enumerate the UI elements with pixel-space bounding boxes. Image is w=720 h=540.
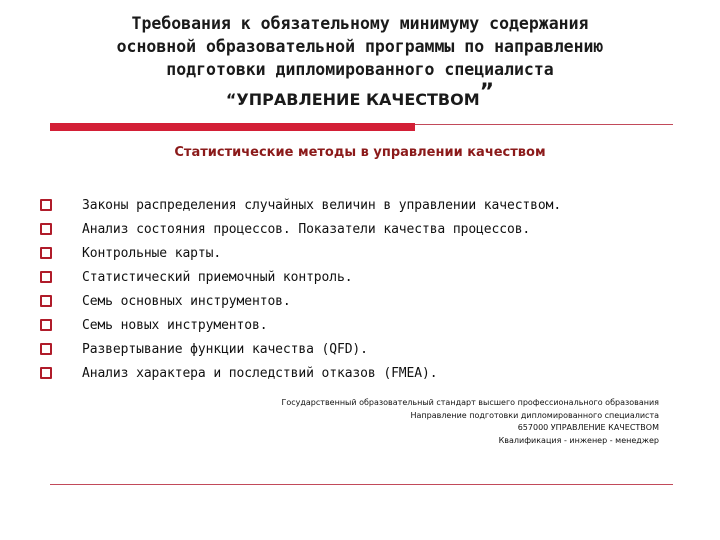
list-item — [40, 265, 561, 289]
square-bullet-icon — [40, 343, 52, 355]
square-bullet-icon — [40, 199, 52, 211]
list-item-text: Статистический приемочный контроль. — [82, 269, 353, 285]
list-item — [40, 289, 561, 313]
slide-title — [40, 12, 680, 111]
list-item-text: Анализ характера и последствий отказов (FMEA). — [82, 365, 438, 381]
list-item-text: Анализ состояния процессов. Показатели качества процессов. — [82, 221, 531, 237]
footnote-line-1: Государственный образовательный стандарт высшего профессионального образования — [281, 398, 659, 407]
title-quoted-text: “УПРАВЛЕНИЕ КАЧЕСТВОМ — [225, 90, 480, 109]
list-item — [40, 241, 561, 265]
title-line-2: основной образовательной программы по направлению — [116, 37, 604, 56]
footnote-line-4: Квалификация - инженер - менеджер — [498, 435, 659, 445]
section-subtitle: Статистические методы в управлении качеством — [174, 145, 546, 160]
list-item — [40, 193, 561, 217]
square-bullet-icon — [40, 271, 52, 283]
list-item-text: Семь основных инструментов. — [82, 293, 291, 309]
square-bullet-icon — [40, 319, 52, 331]
title-quote-close: ” — [479, 80, 495, 105]
list-item-text: Развертывание функции качества (QFD). — [82, 341, 368, 357]
title-line-1: Требования к обязательному минимуму содержания — [131, 14, 589, 33]
red-divider-bar — [50, 123, 415, 131]
footnote-line-2: Направление подготовки дипломированного специалиста — [410, 410, 659, 420]
title-line-4 — [40, 80, 680, 111]
list-item-text: Семь новых инструментов. — [82, 317, 268, 333]
list-item-text: Законы распределения случайных величин в управлении качеством. — [82, 197, 562, 213]
thin-divider-line — [415, 124, 673, 125]
square-bullet-icon — [40, 247, 52, 259]
list-item — [40, 361, 561, 385]
square-bullet-icon — [40, 295, 52, 307]
topics-list — [40, 193, 561, 385]
list-item — [40, 313, 561, 337]
footnote-line-3: 657000 УПРАВЛЕНИЕ КАЧЕСТВОМ — [517, 423, 659, 432]
list-item — [40, 217, 561, 241]
bottom-divider-line — [50, 484, 673, 485]
standard-footnote — [281, 397, 659, 447]
square-bullet-icon — [40, 367, 52, 379]
square-bullet-icon — [40, 223, 52, 235]
list-item — [40, 337, 561, 361]
list-item-text: Контрольные карты. — [82, 245, 222, 261]
title-line-3: подготовки дипломированного специалиста — [166, 60, 554, 79]
